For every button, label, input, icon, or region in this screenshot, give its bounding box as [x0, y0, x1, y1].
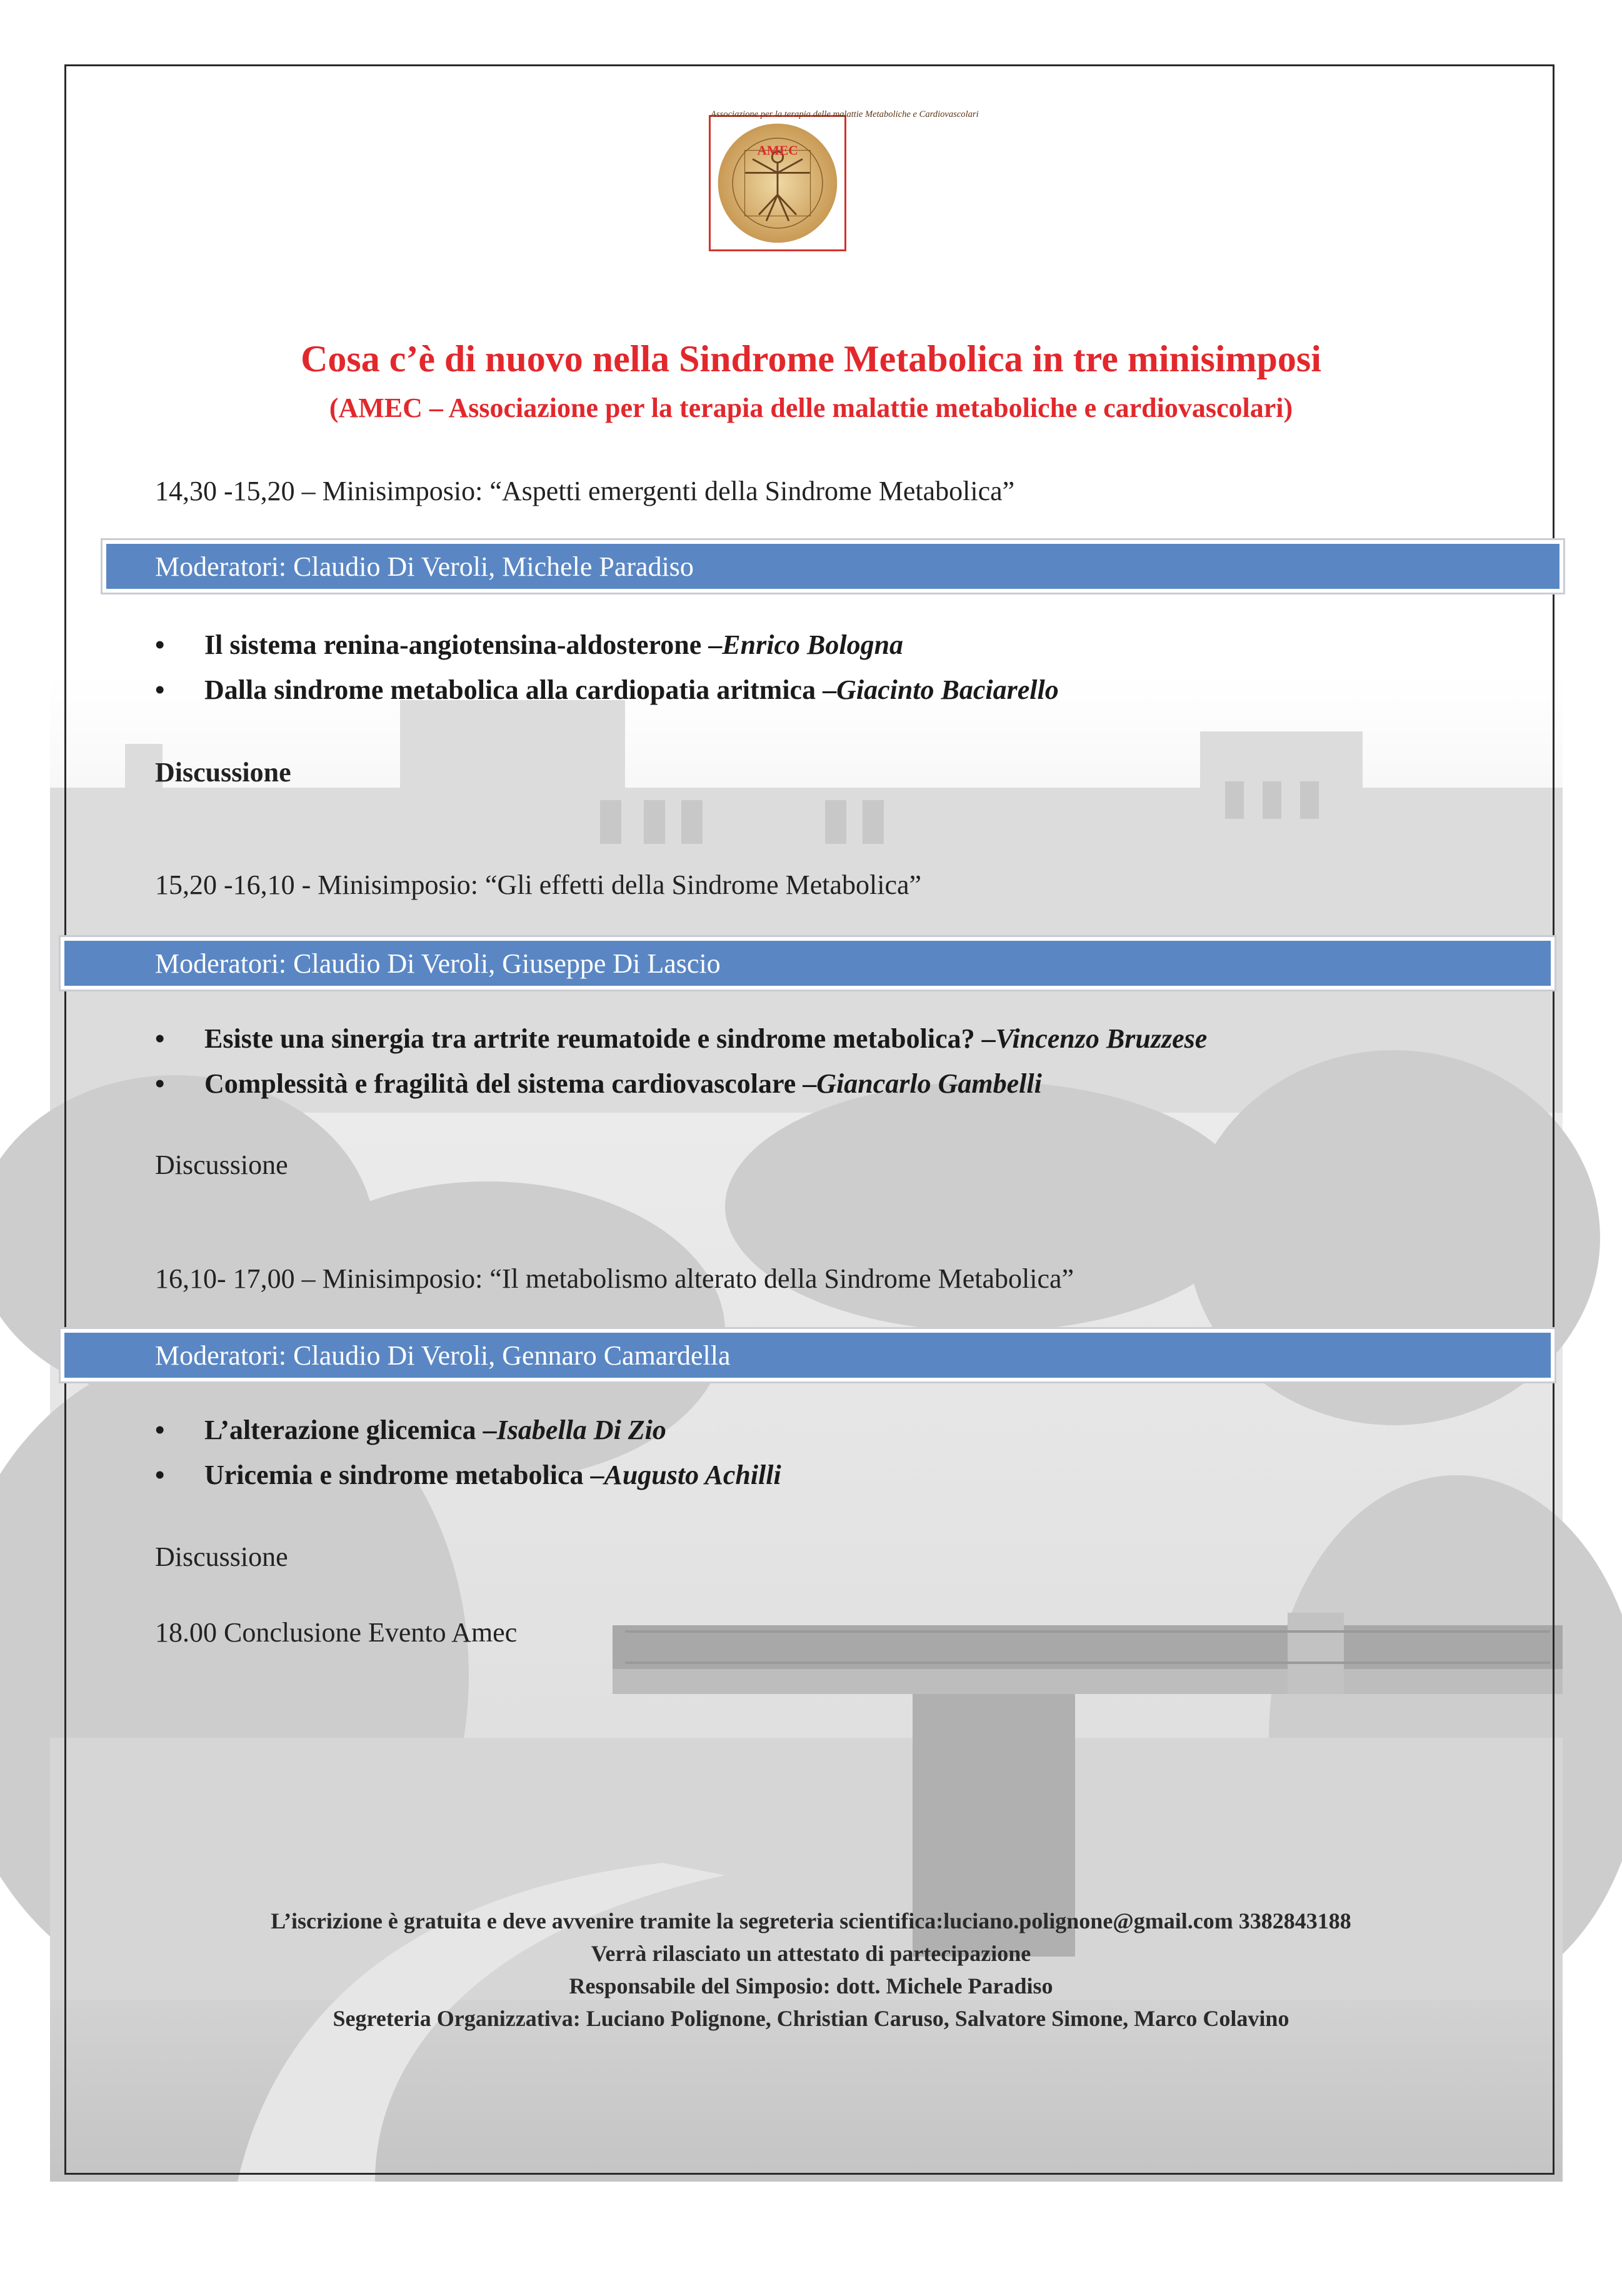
list-item	[155, 1414, 781, 1459]
list-item	[155, 1023, 1207, 1068]
list-item	[155, 674, 1059, 719]
list-item	[155, 629, 1059, 674]
bullet-icon: •	[155, 1023, 165, 1054]
talk-speaker: Vincenzo Bruzzese	[995, 1023, 1208, 1054]
bullet-icon: •	[155, 674, 165, 705]
session-3-time-title: 16,10- 17,00 – Minisimposio: “Il metabolismo alterato della Sindrome Metabolica”	[155, 1263, 1074, 1294]
talk-speaker: Enrico Bologna	[722, 629, 904, 660]
talk-title: Dalla sindrome metabolica alla cardiopatia aritmica –	[204, 674, 837, 705]
session-2-discussion: Discussione	[155, 1150, 288, 1180]
logo-center-text: AMEC	[757, 143, 798, 158]
footer-registration: L’iscrizione è gratuita e deve avvenire tramite la segreteria scientifica:luciano.polignone@gmail.com 3382843188	[271, 1908, 1351, 1933]
footer-certificate: Verrà rilasciato un attestato di partecipazione	[591, 1941, 1031, 1966]
list-item	[155, 1068, 1207, 1113]
page-title: Cosa c’è di nuovo nella Sindrome Metabolica in tre minisimposi	[301, 338, 1321, 379]
talk-title: Uricemia e sindrome metabolica –	[204, 1460, 604, 1490]
session-3-talk-list	[155, 1414, 781, 1504]
page-frame	[64, 64, 1554, 2175]
session-1-talk-list	[155, 629, 1059, 719]
vitruvian-man-icon	[711, 109, 979, 249]
talk-speaker: Giacinto Baciarello	[836, 674, 1059, 705]
talk-title: Esiste una sinergia tra artrite reumatoide e sindrome metabolica? –	[204, 1023, 996, 1054]
session-3-moderators-bar	[64, 1333, 1551, 1378]
session-1-discussion: Discussione	[155, 757, 291, 788]
logo-ring-text: Associazione per la terapia delle malattie Metaboliche e Cardiovascolari	[711, 109, 979, 119]
session-2-moderators: Moderatori: Claudio Di Veroli, Giuseppe Di Lascio	[155, 948, 721, 979]
session-3-moderators: Moderatori: Claudio Di Veroli, Gennaro Camardella	[155, 1340, 731, 1371]
talk-speaker: Isabella Di Zio	[496, 1415, 666, 1445]
bullet-icon: •	[155, 629, 165, 660]
page-subtitle: (AMEC – Associazione per la terapia delle malattie metaboliche e cardiovascolari)	[329, 393, 1293, 423]
bullet-icon: •	[155, 1460, 165, 1490]
session-2-moderators-bar	[64, 941, 1551, 986]
talk-title: Complessità e fragilità del sistema cardiovascolare –	[204, 1068, 817, 1099]
session-1-moderators: Moderatori: Claudio Di Veroli, Michele Paradiso	[155, 551, 694, 582]
session-2-talk-list	[155, 1023, 1207, 1113]
talk-speaker: Augusto Achilli	[604, 1460, 781, 1490]
footer-responsible: Responsabile del Simposio: dott. Michele Paradiso	[569, 1973, 1053, 1998]
session-3-discussion: Discussione	[155, 1542, 288, 1572]
talk-speaker: Giancarlo Gambelli	[816, 1068, 1042, 1099]
list-item	[155, 1459, 781, 1504]
bullet-icon: •	[155, 1415, 165, 1445]
talk-title: Il sistema renina-angiotensina-aldosterone –	[204, 629, 723, 660]
footer-secretariat: Segreteria Organizzativa: Luciano Polignone, Christian Caruso, Salvatore Simone, Marco Colavino	[333, 2006, 1289, 2031]
session-2-time-title: 15,20 -16,10 - Minisimposio: “Gli effetti della Sindrome Metabolica”	[155, 870, 922, 900]
bullet-icon: •	[155, 1068, 165, 1099]
session-1-time-title: 14,30 -15,20 – Minisimposio: “Aspetti emergenti della Sindrome Metabolica”	[155, 476, 1015, 506]
conclusion-text: 18.00 Conclusione Evento Amec	[155, 1617, 518, 1648]
amec-logo	[709, 109, 979, 251]
session-1-moderators-bar	[106, 544, 1559, 589]
talk-title: L’alterazione glicemica –	[204, 1415, 497, 1445]
